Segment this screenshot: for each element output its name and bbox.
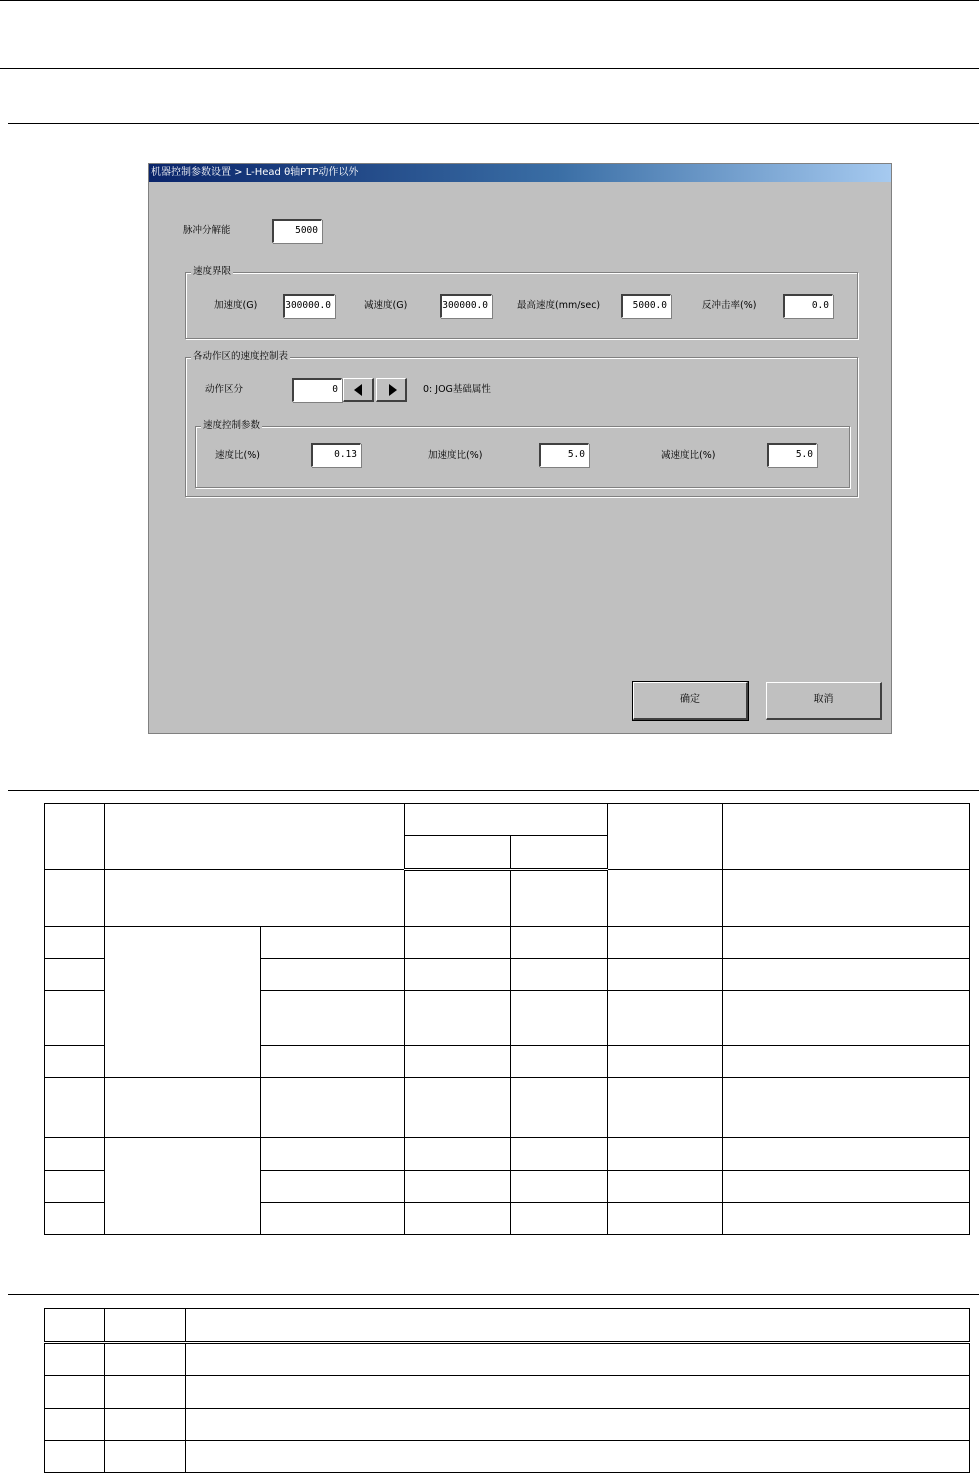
table-cell bbox=[723, 927, 970, 959]
table-cell bbox=[405, 1046, 511, 1078]
table-cell bbox=[45, 1046, 105, 1078]
section-rule bbox=[8, 1294, 979, 1295]
table-cell bbox=[405, 804, 608, 836]
zone-table-legend: 各动作区的速度控制表 bbox=[193, 351, 289, 362]
decel-ratio-label: 减速度比(%) bbox=[661, 450, 716, 461]
table-cell bbox=[45, 927, 105, 959]
reverse-ratio-input[interactable]: 0.0 bbox=[783, 294, 833, 318]
table-cell bbox=[405, 959, 511, 991]
decel-label: 减速度(G) bbox=[364, 300, 408, 311]
table-cell bbox=[105, 1441, 186, 1473]
table-header-row bbox=[45, 804, 970, 836]
table-row bbox=[45, 1138, 970, 1171]
table-cell bbox=[511, 959, 608, 991]
table-cell bbox=[186, 1409, 970, 1441]
cancel-button[interactable]: 取消 bbox=[766, 682, 882, 720]
table-row bbox=[45, 870, 970, 927]
table-cell bbox=[511, 1078, 608, 1138]
table-cell bbox=[261, 959, 405, 991]
table-cell bbox=[45, 1138, 105, 1171]
dialog-title: 机器控制参数设置 > L-Head θ轴PTP动作以外 bbox=[149, 164, 891, 182]
table-cell bbox=[105, 1078, 261, 1138]
table-cell bbox=[608, 1046, 723, 1078]
zone-label: 动作区分 bbox=[205, 384, 244, 395]
table-cell bbox=[186, 1309, 970, 1343]
table-cell bbox=[608, 991, 723, 1046]
table-cell bbox=[723, 804, 970, 870]
zone-prev-button[interactable] bbox=[343, 378, 374, 402]
table-cell bbox=[261, 927, 405, 959]
table-cell bbox=[105, 1376, 186, 1409]
table-cell bbox=[105, 1343, 186, 1376]
table-cell bbox=[105, 804, 405, 870]
table-cell bbox=[723, 991, 970, 1046]
table-cell bbox=[608, 927, 723, 959]
max-speed-label: 最高速度(mm/sec) bbox=[517, 300, 601, 311]
table-cell bbox=[45, 959, 105, 991]
speed-limit-legend: 速度界限 bbox=[193, 266, 232, 277]
speed-params-group bbox=[195, 420, 850, 488]
ok-button[interactable]: 确定 bbox=[633, 682, 748, 720]
table-row bbox=[45, 1409, 970, 1441]
table-cell bbox=[45, 804, 105, 870]
table-cell bbox=[105, 1409, 186, 1441]
table-cell bbox=[608, 804, 723, 870]
table-cell bbox=[723, 1078, 970, 1138]
arrow-right-icon bbox=[389, 384, 397, 396]
table-cell bbox=[261, 1171, 405, 1203]
table-cell bbox=[261, 1138, 405, 1171]
table-cell bbox=[45, 1171, 105, 1203]
table-header-row bbox=[45, 1309, 970, 1343]
table-cell bbox=[511, 1171, 608, 1203]
table-cell bbox=[186, 1376, 970, 1409]
max-speed-input[interactable]: 5000.0 bbox=[621, 294, 671, 318]
pulse-resolution-label: 脉冲分解能 bbox=[183, 225, 231, 236]
accel-label: 加速度(G) bbox=[214, 300, 258, 311]
table-cell bbox=[45, 870, 105, 927]
table-row bbox=[45, 1376, 970, 1409]
accel-input[interactable]: 300000.0 bbox=[283, 294, 335, 318]
table-cell bbox=[105, 870, 405, 927]
table-cell bbox=[608, 1078, 723, 1138]
top-rule bbox=[0, 0, 979, 1]
table-cell bbox=[186, 1441, 970, 1473]
zone-description: 0: JOG基础属性 bbox=[423, 384, 491, 395]
table-cell bbox=[608, 1138, 723, 1171]
table-cell bbox=[723, 959, 970, 991]
table-cell bbox=[511, 1203, 608, 1235]
table-cell bbox=[186, 1343, 970, 1376]
table-cell bbox=[405, 1078, 511, 1138]
table-cell bbox=[105, 1309, 186, 1343]
speed-ratio-label: 速度比(%) bbox=[215, 450, 260, 461]
section-rule bbox=[8, 123, 979, 124]
speed-ratio-input[interactable]: 0.13 bbox=[311, 443, 361, 467]
table-cell bbox=[723, 1046, 970, 1078]
speed-limit-group bbox=[185, 266, 858, 339]
table-cell bbox=[261, 1078, 405, 1138]
table-cell bbox=[608, 1171, 723, 1203]
parameter-dialog bbox=[148, 163, 892, 734]
accel-ratio-label: 加速度比(%) bbox=[428, 450, 483, 461]
table-cell bbox=[511, 836, 608, 870]
table-cell bbox=[511, 1046, 608, 1078]
table-cell bbox=[45, 1343, 105, 1376]
decel-ratio-input[interactable]: 5.0 bbox=[767, 443, 817, 467]
table-cell bbox=[608, 1203, 723, 1235]
table-cell bbox=[405, 927, 511, 959]
zone-speed-table-group bbox=[185, 351, 858, 497]
table-cell bbox=[45, 991, 105, 1046]
parameter-table bbox=[44, 803, 970, 1235]
table-cell bbox=[45, 1376, 105, 1409]
table-cell bbox=[723, 1203, 970, 1235]
table-cell bbox=[105, 927, 261, 1078]
zone-input[interactable]: 0 bbox=[292, 378, 342, 402]
table-cell bbox=[405, 870, 511, 927]
table-cell bbox=[511, 991, 608, 1046]
table-cell bbox=[723, 870, 970, 927]
table-cell bbox=[608, 959, 723, 991]
header-rule bbox=[0, 68, 979, 69]
table-cell bbox=[45, 1203, 105, 1235]
reverse-ratio-label: 反冲击率(%) bbox=[702, 300, 757, 311]
notes-table bbox=[44, 1308, 970, 1473]
table-cell bbox=[405, 1203, 511, 1235]
table-cell bbox=[45, 1309, 105, 1343]
section-rule bbox=[8, 790, 979, 791]
pulse-resolution-input[interactable]: 5000 bbox=[272, 219, 322, 243]
table-row bbox=[45, 1343, 970, 1376]
table-row bbox=[45, 1078, 970, 1138]
decel-input[interactable]: 300000.0 bbox=[440, 294, 492, 318]
table-cell bbox=[45, 1409, 105, 1441]
table-row bbox=[45, 1441, 970, 1473]
zone-next-button[interactable] bbox=[376, 378, 407, 402]
table-cell bbox=[723, 1171, 970, 1203]
table-cell bbox=[405, 991, 511, 1046]
table-cell bbox=[45, 1441, 105, 1473]
table-cell bbox=[261, 1203, 405, 1235]
table-row bbox=[45, 927, 970, 959]
table-cell bbox=[511, 927, 608, 959]
table-cell bbox=[405, 1171, 511, 1203]
table-cell bbox=[608, 870, 723, 927]
table-cell bbox=[105, 1138, 261, 1235]
table-cell bbox=[45, 1078, 105, 1138]
arrow-left-icon bbox=[354, 384, 362, 396]
table-cell bbox=[405, 1138, 511, 1171]
speed-params-legend: 速度控制参数 bbox=[203, 420, 261, 431]
table-cell bbox=[261, 1046, 405, 1078]
table-cell bbox=[511, 1138, 608, 1171]
table-cell bbox=[261, 991, 405, 1046]
accel-ratio-input[interactable]: 5.0 bbox=[539, 443, 589, 467]
table-cell bbox=[723, 1138, 970, 1171]
table-cell bbox=[511, 870, 608, 927]
table-cell bbox=[405, 836, 511, 870]
